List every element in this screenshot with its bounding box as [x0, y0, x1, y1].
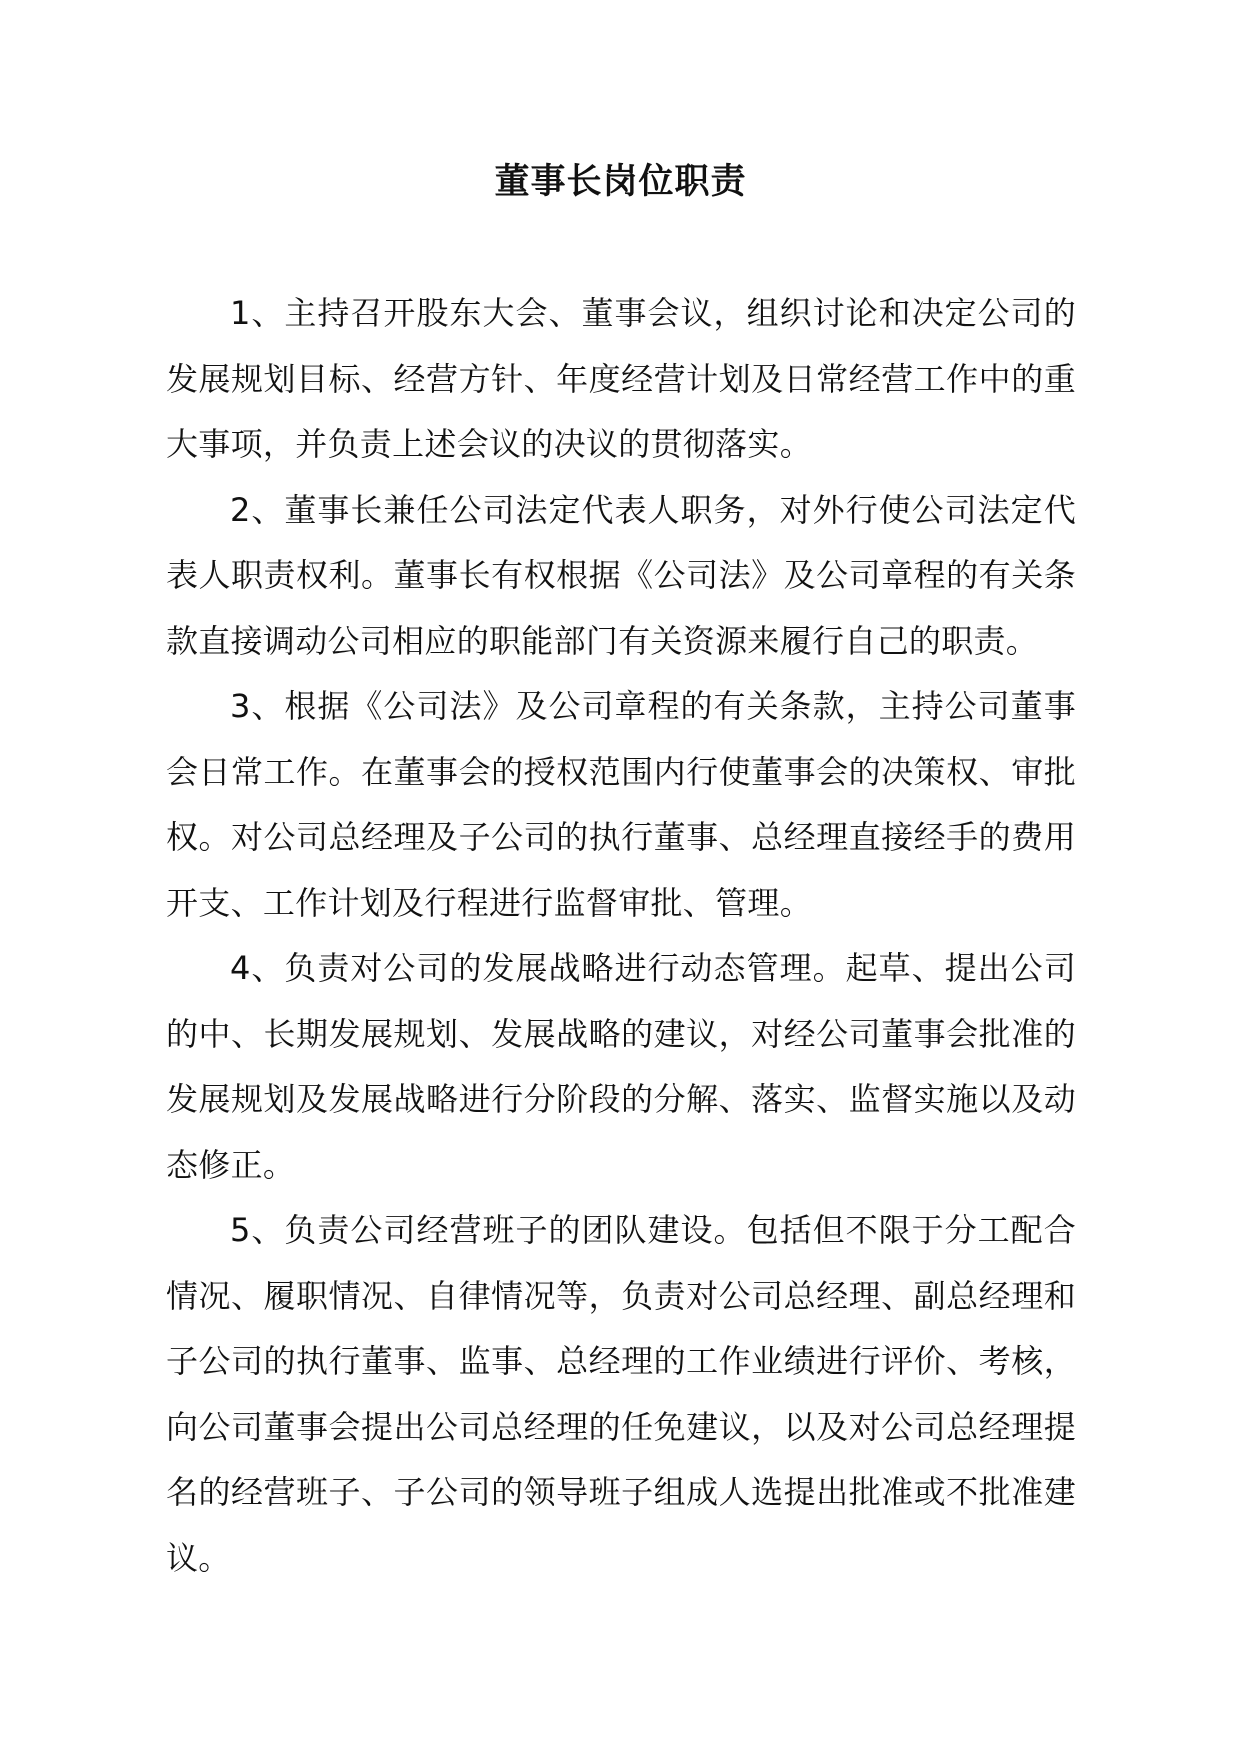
document-title: 董事长岗位职责	[494, 161, 747, 202]
paragraph-3: 3、根据《公司法》及公司章程的有关条款，主持公司董事会日常工作。在董事会的授权范围内行使董事会的决策权、审批权。对公司总经理及子公司的执行董事、总经理直接经手的费用开支、工作计划及行程进行监督审批、管理。	[166, 687, 1076, 922]
document-body	[166, 281, 1076, 1591]
paragraph-4: 4、负责对公司的发展战略进行动态管理。起草、提出公司的中、长期发展规划、发展战略的建议，对经公司董事会批准的发展规划及发展战略进行分阶段的分解、落实、监督实施以及动态修正。	[166, 949, 1076, 1184]
paragraph-1: 1、主持召开股东大会、董事会议，组织讨论和决定公司的发展规划目标、经营方针、年度经营计划及日常经营工作中的重大事项，并负责上述会议的决议的贯彻落实。	[166, 294, 1076, 463]
paragraph-5: 5、负责公司经营班子的团队建设。包括但不限于分工配合情况、履职情况、自律情况等，负责对公司总经理、副总经理和子公司的执行董事、监事、总经理的工作业绩进行评价、考核，向公司董事会提出公司总经理的任免建议，以及对公司总经理提名的经营班子、子公司的领导班子组成人选提出批准或不批准建议。	[166, 1211, 1076, 1577]
paragraph-2: 2、董事长兼任公司法定代表人职务，对外行使公司法定代表人职责权利。董事长有权根据《公司法》及公司章程的有关条款直接调动公司相应的职能部门有关资源来履行自己的职责。	[166, 490, 1076, 660]
